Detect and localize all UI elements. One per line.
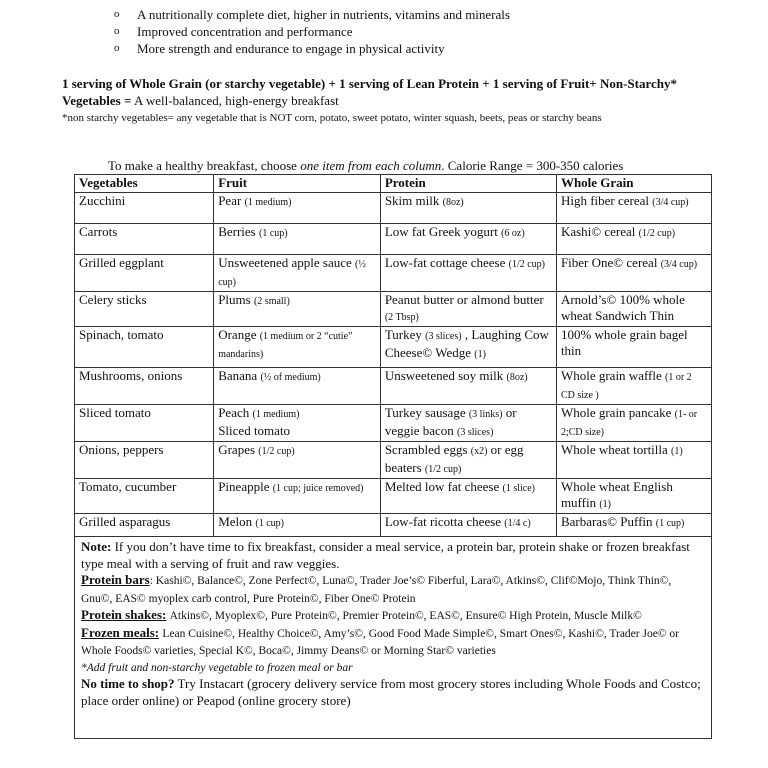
circle-bullet-icon: o — [114, 42, 120, 54]
food-item: Scrambled eggs — [384, 442, 468, 457]
serving-size: (1 cup) — [259, 228, 288, 239]
food-item: Banana — [218, 368, 258, 383]
food-item: Sliced tomato — [79, 405, 151, 420]
table-caption: To make a healthy breakfast, choose one item from each column. Calorie Range = 300-350 calories — [108, 158, 624, 173]
serving-size: (3/4 cup) — [652, 197, 689, 208]
no-time-paragraph: No time to shop? Try Instacart (grocery delivery service from most grocery stores including Whole Foods and Costco; place order online) or Peapod (online grocery store) — [81, 676, 701, 708]
table-row — [75, 442, 712, 479]
grain-cell — [556, 368, 711, 405]
protein-cell — [380, 514, 556, 537]
food-item: Melted low fat cheese — [384, 479, 500, 494]
serving-size: (1 cup) — [255, 518, 285, 529]
circle-bullet-icon: o — [114, 8, 120, 20]
serving-size: (3 links) — [468, 409, 503, 420]
serving-size: (3 slices) — [425, 331, 462, 342]
grain-cell — [556, 224, 711, 255]
food-item: Pear — [218, 193, 242, 208]
food-item: Onions, peppers — [79, 442, 164, 457]
table-row — [75, 479, 712, 514]
vegetable-cell — [75, 368, 214, 405]
header-whole-grain: Whole Grain — [556, 175, 711, 193]
list-item: o A nutritionally complete diet, higher in nutrients, vitamins and minerals — [114, 7, 510, 22]
food-item: Grilled eggplant — [79, 255, 164, 270]
food-item: Tomato, cucumber — [79, 479, 177, 494]
serving-size: (1/2 cup) — [508, 259, 546, 270]
food-item: Spinach, tomato — [79, 327, 164, 342]
protein-bars-paragraph: Protein bars: Kashi©, Balance©, Zone Perfect©, Luna©, Trader Joe’s© Fiberful, Lara©, Atkins©, Clif©Mojo, Think Thin©, Gnu©, EAS© myoplex carb control, Pure Protein©, Fiber One© Protein — [81, 572, 672, 605]
food-item: Whole wheat English muffin — [560, 479, 673, 510]
food-item: Mushrooms, onions — [79, 368, 183, 383]
serving-size: (1/2 cup) — [424, 464, 462, 475]
serving-size: (8oz) — [506, 372, 528, 383]
food-item: Carrots — [79, 224, 118, 239]
vegetable-cell — [75, 442, 214, 479]
food-item: Celery sticks — [79, 292, 147, 307]
protein-cell — [380, 479, 556, 514]
grain-cell — [556, 514, 711, 537]
serving-size: (2 Tbsp) — [384, 312, 419, 323]
vegetable-cell — [75, 224, 214, 255]
table-row — [75, 368, 712, 405]
protein-cell — [380, 405, 556, 442]
grain-cell — [556, 327, 711, 368]
serving-size: (1 cup) — [655, 518, 685, 529]
food-item: Skim milk — [384, 193, 440, 208]
food-item: High fiber cereal — [560, 193, 649, 208]
protein-shakes-paragraph: Protein shakes: Atkins©, Myoplex©, Pure Protein©, Premier Protein©, EAS©, Ensure© High Protein, Muscle Milk© — [81, 607, 642, 622]
fruit-cell — [214, 255, 381, 292]
vegetable-cell — [75, 327, 214, 368]
protein-cell — [380, 224, 556, 255]
food-item: Berries — [218, 224, 256, 239]
breakfast-table — [74, 174, 712, 537]
table-header-row — [75, 175, 712, 193]
note-paragraph: Note: If you don’t have time to fix breakfast, consider a meal service, a protein bar, protein shake or frozen breakfast type meal with a serving of fruit and raw veggies. — [81, 539, 690, 571]
food-item: Peach — [218, 405, 250, 420]
fruit-cell — [214, 292, 381, 327]
breakfast-formula — [62, 75, 712, 109]
serving-size: (x2) — [470, 446, 488, 457]
non-starchy-footnote: *non starchy vegetables= any vegetable that is NOT corn, potato, sweet potato, winter squash, beets, peas or starchy beans — [62, 112, 602, 124]
table-row — [75, 405, 712, 442]
table-body — [75, 193, 712, 537]
fruit-cell — [214, 479, 381, 514]
protein-cell — [380, 193, 556, 224]
food-item: Zucchini — [79, 193, 126, 208]
grain-cell — [556, 255, 711, 292]
food-item: , Laughing Cow Cheese© Wedge — [384, 327, 549, 360]
food-item: Sliced tomato — [218, 423, 291, 438]
table-row — [75, 327, 712, 368]
food-item: Turkey — [384, 327, 422, 342]
vegetable-cell — [75, 479, 214, 514]
food-item: Melon — [218, 514, 253, 529]
formula-result: A well-balanced, high-energy breakfast — [133, 93, 339, 108]
table-row — [75, 224, 712, 255]
vegetable-cell — [75, 405, 214, 442]
food-item: Low-fat ricotta cheese — [384, 514, 502, 529]
benefits-list — [110, 6, 510, 57]
fruit-cell — [214, 368, 381, 405]
add-veg-note: *Add fruit and non-starchy vegetable to frozen meal or bar — [81, 661, 353, 674]
food-item: Low-fat cottage cheese — [384, 255, 506, 270]
grain-cell — [556, 193, 711, 224]
serving-size: (½ of medium) — [260, 372, 321, 383]
grain-cell — [556, 405, 711, 442]
food-item: Grapes — [218, 442, 256, 457]
serving-size: (3/4 cup) — [660, 259, 698, 270]
table-row — [75, 292, 712, 327]
food-item: Grilled asparagus — [79, 514, 171, 529]
table-row — [75, 255, 712, 292]
food-item: Arnold’s© 100% whole wheat Sandwich Thin — [560, 292, 685, 323]
header-fruit: Fruit — [214, 175, 381, 193]
food-item: 100% whole grain bagel thin — [560, 327, 688, 358]
grain-cell — [556, 442, 711, 479]
fruit-cell — [214, 193, 381, 224]
serving-size: (1 medium) — [252, 409, 300, 420]
serving-size: (6 oz) — [501, 228, 525, 239]
fruit-cell — [214, 405, 381, 442]
vegetable-cell — [75, 292, 214, 327]
notes-box — [74, 537, 712, 739]
food-item: Unsweetened apple sauce — [218, 255, 352, 270]
food-item: Turkey sausage — [384, 405, 466, 420]
fruit-cell — [214, 514, 381, 537]
vegetable-cell — [75, 514, 214, 537]
serving-size: (1) — [474, 349, 486, 360]
table-row — [75, 193, 712, 224]
serving-size: (1 or 2 CD size ) — [560, 372, 692, 401]
fruit-cell — [214, 327, 381, 368]
food-item: Fiber One© cereal — [560, 255, 658, 270]
food-item: Whole grain waffle — [560, 368, 662, 383]
serving-size: (1/2 cup) — [258, 446, 295, 457]
protein-cell — [380, 292, 556, 327]
food-item: Pineapple — [218, 479, 270, 494]
food-item: Peanut butter or almond butter — [384, 292, 544, 307]
grain-cell — [556, 292, 711, 327]
fruit-cell — [214, 224, 381, 255]
food-item: Low fat Greek yogurt — [384, 224, 498, 239]
serving-size: (1- or 2;CD size) — [560, 409, 698, 438]
protein-cell — [380, 327, 556, 368]
serving-size: (½ cup) — [218, 259, 366, 288]
food-item: Plums — [218, 292, 251, 307]
frozen-meals-paragraph: Frozen meals: Lean Cuisine©, Healthy Choice©, Amy’s©, Good Food Made Simple©, Smart Ones©, Kashi©, Trader Joe© or Whole Foods© varieties, Special K©, Boca©, Jimmy Deans© or Morning Star© varieties — [81, 624, 680, 657]
serving-size: (1) — [599, 499, 612, 510]
table-row — [75, 514, 712, 537]
grain-cell — [556, 479, 711, 514]
food-item: Unsweetened soy milk — [384, 368, 504, 383]
protein-cell — [380, 368, 556, 405]
fruit-cell — [214, 442, 381, 479]
serving-size: (1 medium or 2 “cutie” mandarins) — [218, 331, 353, 360]
serving-size: (1 medium) — [244, 197, 292, 208]
protein-cell — [380, 442, 556, 479]
food-item: Whole wheat tortilla — [560, 442, 668, 457]
food-item: or egg beaters — [384, 442, 524, 475]
formula-bold: 1 serving of Whole Grain (or starchy vegetable) + 1 serving of Lean Protein + 1 serving of Fruit+ Non-Starchy* Vegetables = — [62, 76, 677, 108]
food-item: Orange — [218, 327, 257, 342]
header-protein: Protein — [380, 175, 556, 193]
circle-bullet-icon: o — [114, 25, 120, 37]
list-item: o More strength and endurance to engage in physical activity — [114, 41, 445, 56]
serving-size: (1/2 cup) — [638, 228, 676, 239]
serving-size: (3 slices) — [457, 427, 494, 438]
serving-size: (1 cup; juice removed) — [272, 483, 364, 494]
list-item: o Improved concentration and performance — [114, 24, 353, 39]
serving-size: (8oz) — [442, 197, 464, 208]
food-item: Whole grain pancake — [560, 405, 672, 420]
vegetable-cell — [75, 193, 214, 224]
serving-size: (1 slice) — [502, 483, 536, 494]
food-item: or veggie bacon — [384, 405, 517, 438]
food-item: Kashi© cereal — [560, 224, 636, 239]
serving-size: (2 small) — [253, 296, 290, 307]
header-vegetables: Vegetables — [75, 175, 214, 193]
protein-cell — [380, 255, 556, 292]
vegetable-cell — [75, 255, 214, 292]
food-item: Barbaras© Puffin — [560, 514, 653, 529]
serving-size: (1/4 c) — [504, 518, 531, 529]
serving-size: (1) — [671, 446, 683, 457]
